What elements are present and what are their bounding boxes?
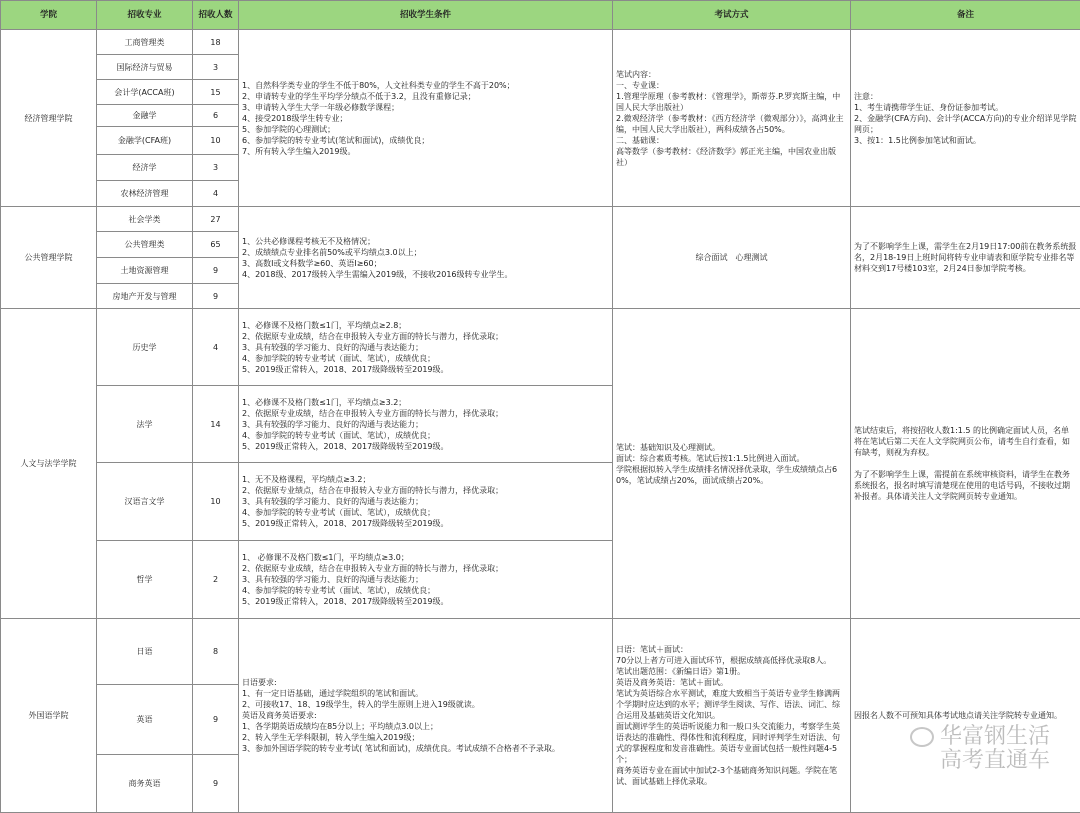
header-conditions: 招收学生条件 [239, 1, 613, 30]
college-humanities: 人文与法学学院 [1, 309, 97, 619]
major-count: 18 [193, 30, 239, 55]
major-name: 公共管理类 [97, 232, 193, 258]
econ-conditions: 1、自然科学类专业的学生不低于80%，人文社科类专业的学生不高于20%； 2、申请转专业的学生平均学分绩点不低于3.2，且没有重修记录； 3、申请转入学生大学一年级必修数学课程； 4、接受2018级学生转专业； 5、参加学院的心理测试； 6、参加学院的转专业考试(笔试和面试)，成绩优良； 7、所有转入学生编入2019级。 [239, 30, 613, 207]
major-count: 65 [193, 232, 239, 258]
table-row [1, 619, 1080, 685]
major-name: 会计学(ACCA班) [97, 80, 193, 105]
table-row [1, 207, 1080, 232]
table-row [1, 309, 1080, 386]
major-count: 9 [193, 685, 239, 755]
econ-exam: 笔试内容： 一、专业课： 1.管理学原理（参考教材：《管理学》，斯蒂芬.P.罗宾斯主编，中国人民大学出版社） 2.微观经济学（参考教材：《西方经济学（微观部分）》，高鸿业主编，中国人民大学出版社），两科成绩各占50%。 二、基础课： 高等数学（参考教材：《经济数学》郭正光主编，中国农业出版社） [613, 30, 851, 207]
major-count: 2 [193, 541, 239, 619]
major-conditions: 1、必修课不及格门数≤1门，平均绩点≥3.2； 2、依据原专业成绩，结合在申报转入专业方面的特长与潜力，择优录取； 3、具有较强的学习能力、良好的沟通与表达能力； 4、参加学院的转专业考试（面试、笔试），成绩优良； 5、2019级正常转入，2018、2017级降级转至2019级。 [239, 386, 613, 463]
major-count: 4 [193, 181, 239, 207]
major-conditions: 1、无不及格课程，平均绩点≥3.2； 2、依据原专业绩点，结合在申报转入专业方面的特长与潜力，择优录取； 3、具有较强的学习能力、良好的沟通与表达能力； 4、参加学院的转专业考试（面试、笔试），成绩优良； 5、2019级正常转入，2018、2017级降级转至2019级。 [239, 463, 613, 541]
header-college: 学院 [1, 1, 97, 30]
econ-remark: 注意： 1、考生请携带学生证、身份证参加考试。 2、金融学(CFA方向)、会计学(ACCA方向)的专业介绍详见学院网页； 3、按1：1.5比例参加笔试和面试。 [851, 30, 1080, 207]
major-name: 金融学 [97, 105, 193, 127]
header-row [1, 1, 1080, 30]
college-foreign: 外国语学院 [1, 619, 97, 813]
major-count: 15 [193, 80, 239, 105]
major-name: 汉语言文学 [97, 463, 193, 541]
major-name: 社会学类 [97, 207, 193, 232]
foreign-conditions: 日语要求: 1、有一定日语基础，通过学院组织的笔试和面试。 2、可接收17、18、19级学生，转入的学生原则上进入19级就读。 英语及商务英语要求: 1、各学期英语成绩均在85分以上；平均绩点3.0以上； 2、转入学生无学科限制，转入学生编入2019级； 3、参加外国语学院的转专业考试( 笔试和面试)，成绩优良。考试成绩不合格者不予录取。 [239, 619, 613, 813]
major-name: 农林经济管理 [97, 181, 193, 207]
foreign-exam: 日语：笔试＋面试： 70分以上者方可进入面试环节，根据成绩高低择优录取8人。 笔试出题范围：《新编日语》第1册。 英语及商务英语：笔试＋面试。 笔试为英语综合水平测试，难度大致相当于英语专业学生修满两个学期时应达到的水平；测评学生阅读、写作、语法、词汇、综合运用及基础英语文化知识。 面试测评学生的英语听说能力和一般口头交流能力，考察学生英语表达的准确性、得体性和流利程度，同时评判学生对语法、句式的掌握程度和发音准确性。英语专业面试包括一般性问题4-5个； 商务英语专业在面试中加试2-3个基础商务知识问题。学院在笔试、面试基础上择优录取。 [613, 619, 851, 813]
table-row [1, 30, 1080, 55]
header-exam: 考试方式 [613, 1, 851, 30]
major-name: 英语 [97, 685, 193, 755]
college-econ: 经济管理学院 [1, 30, 97, 207]
header-remark: 备注 [851, 1, 1080, 30]
watermark-line2: 高考直通车 [939, 748, 1050, 773]
major-name: 商务英语 [97, 755, 193, 813]
major-name: 经济学 [97, 155, 193, 181]
header-count: 招收人数 [193, 1, 239, 30]
major-name: 历史学 [97, 309, 193, 386]
major-count: 6 [193, 105, 239, 127]
major-name: 法学 [97, 386, 193, 463]
humanities-remark: 笔试结束后，将按招收人数1:1.5 的比例确定面试人员，名单将在笔试后第二天在人文学院网页公布，请考生自行查看，如有缺考，则视为弃权。 为了不影响学生上课，需提前在系统审核资料，请学生在教务系统报名，报名时填写清楚现在使用的电话号码，不接收过期补报者。具体请关注人文学院网页转专业通知。 [851, 309, 1080, 619]
major-conditions: 1、 必修课不及格门数≤1门，平均绩点≥3.0； 2、依据原专业成绩，结合在申报转入专业方面的特长与潜力，择优录取； 3、具有较强的学习能力、良好的沟通与表达能力； 4、参加学院的转专业考试（面试、笔试），成绩优良； 5、2019级正常转入，2018、2017级降级转至2019级。 [239, 541, 613, 619]
major-count: 10 [193, 463, 239, 541]
public-remark: 为了不影响学生上课，需学生在2月19日17:00前在教务系统报名，2月18-19日上班时间将转专业申请表和原学院专业排名等材料交到17号楼103室，2月24日参加学院考核。 [851, 207, 1080, 309]
major-name: 房地产开发与管理 [97, 284, 193, 309]
major-name: 哲学 [97, 541, 193, 619]
major-count: 4 [193, 309, 239, 386]
public-exam: 综合面试 心理测试 [613, 207, 851, 309]
major-count: 3 [193, 55, 239, 80]
foreign-remark: 因报名人数不可预知具体考试地点请关注学院转专业通知。 [851, 619, 1080, 813]
major-conditions: 1、必修课不及格门数≤1门，平均绩点≥2.8； 2、依据原专业成绩，结合在申报转入专业方面的特长与潜力，择优录取； 3、具有较强的学习能力、良好的沟通与表达能力； 4、参加学院的转专业考试（面试、笔试），成绩优良； 5、2019级正常转入，2018、2017级降级转至2019级。 [239, 309, 613, 386]
major-count: 3 [193, 155, 239, 181]
public-conditions: 1、公共必修课程考核无不及格情况； 2、成绩绩点专业排名前50%或平均绩点3.0以上； 3、高数Ⅰ或文科数学≥60、英语Ⅰ≥60； 4、2018级、2017级转入学生需编入2019级，不接收2016级转专业学生。 [239, 207, 613, 309]
header-major: 招收专业 [97, 1, 193, 30]
major-count: 9 [193, 284, 239, 309]
college-public: 公共管理学院 [1, 207, 97, 309]
major-count: 9 [193, 258, 239, 284]
major-count: 27 [193, 207, 239, 232]
major-name: 金融学(CFA班) [97, 127, 193, 155]
major-name: 土地资源管理 [97, 258, 193, 284]
watermark-line1: 华富钢生活 [939, 724, 1050, 749]
major-name: 国际经济与贸易 [97, 55, 193, 80]
major-name: 日语 [97, 619, 193, 685]
major-count: 10 [193, 127, 239, 155]
major-count: 8 [193, 619, 239, 685]
major-count: 9 [193, 755, 239, 813]
major-count: 14 [193, 386, 239, 463]
humanities-exam: 笔试：基础知识及心理测试。 面试：综合素质考核。笔试后按1:1.5比例进入面试。 学院根据拟转入学生成绩排名情况择优录取，学生成绩绩点占60%，笔试成绩占20%，面试成绩占20%。 [613, 309, 851, 619]
major-name: 工商管理类 [97, 30, 193, 55]
